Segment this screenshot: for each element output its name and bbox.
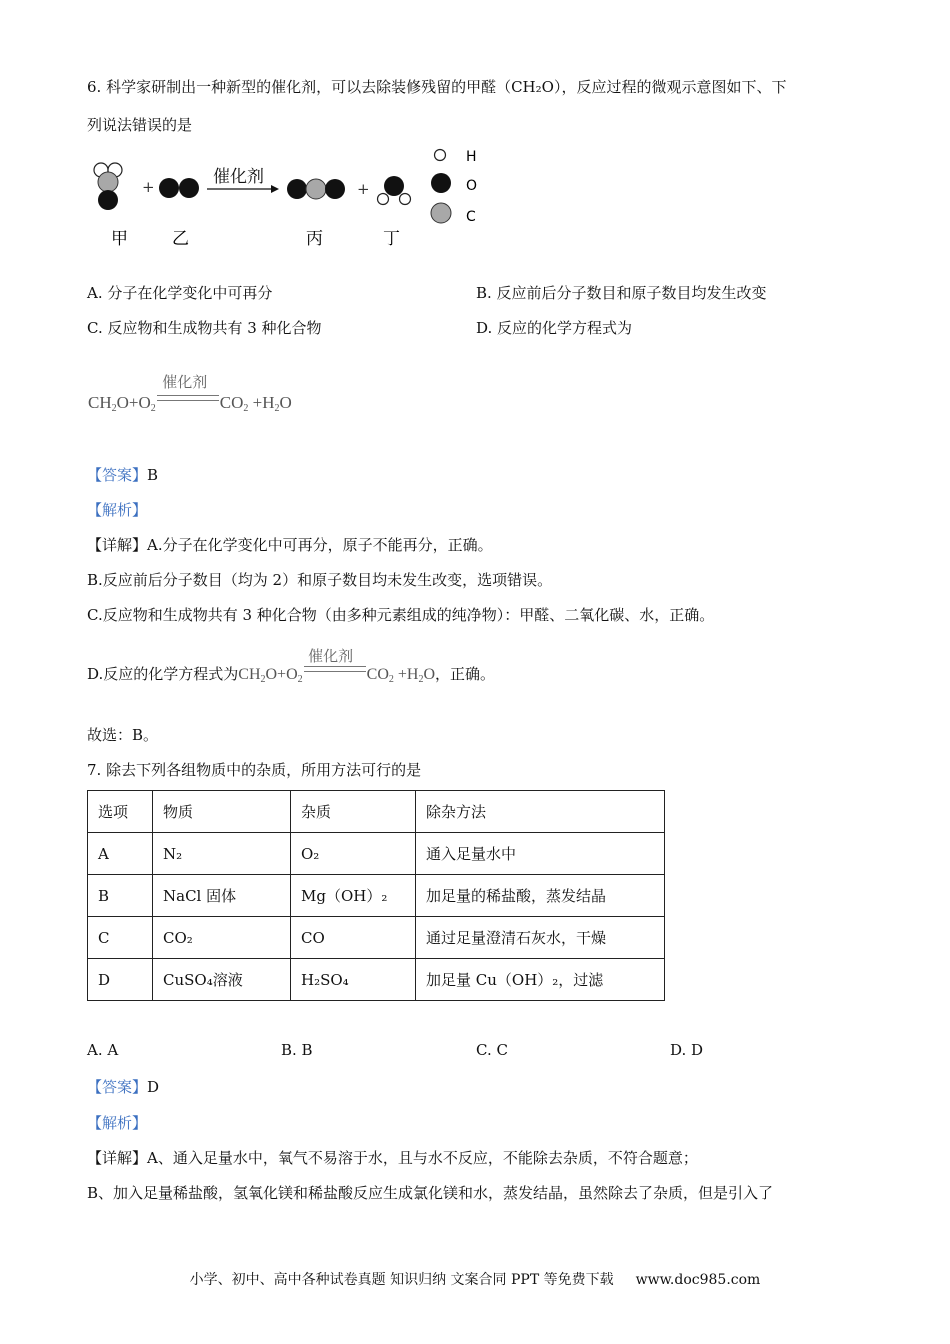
analysis-tag: 【解析】 [87, 501, 148, 519]
detail-d-prefix: D.反应的化学方程式为 [87, 665, 239, 683]
o-atom [325, 179, 345, 199]
q6-answer-line [87, 464, 158, 485]
table-header-cell: 杂质 [291, 791, 416, 833]
label-ding: 丁 [383, 229, 400, 249]
legend-o-circle [431, 173, 451, 193]
q6-detail-b: B.反应前后分子数目（均为 2）和原子数目均未发生改变，选项错误。 [87, 571, 553, 589]
q6-option-a: A. 分子在化学变化中可再分 [87, 284, 273, 302]
page-footer [0, 1269, 950, 1289]
table-cell: 通入足量水中 [416, 833, 665, 875]
q6-detail-a-line [87, 534, 493, 555]
q6-detail-d-line [87, 647, 496, 685]
q7-option-d: D. D [670, 1041, 704, 1059]
footer-site-link[interactable]: www.doc985.com [635, 1272, 761, 1288]
o-atom [179, 178, 199, 198]
q7-option-a: A. A [87, 1041, 119, 1059]
detail-d-suffix: ，正确。 [435, 665, 496, 683]
detail-a: A.分子在化学变化中可再分，原子不能再分，正确。 [147, 536, 493, 554]
molecule-formaldehyde [94, 163, 122, 210]
table-cell: D [88, 959, 153, 1001]
table-cell: C [88, 917, 153, 959]
table-cell: 通过足量澄清石灰水，干燥 [416, 917, 665, 959]
table-header-cell: 物质 [153, 791, 291, 833]
table-row [88, 833, 665, 875]
q7-stem: 7. 除去下列各组物质中的杂质，所用方法可行的是 [87, 761, 422, 779]
detail-tag: 【详解】 [87, 536, 148, 554]
q7-option-b: B. B [281, 1041, 313, 1059]
equation-double-line-2 [304, 666, 366, 672]
footer-text: 小学、初中、高中各种试卷真题 知识归纳 文案合同 PPT 等免费下载 [189, 1272, 614, 1288]
o-atom [98, 190, 118, 210]
c-atom [306, 179, 326, 199]
impurity-table [87, 790, 665, 1001]
table-cell: CO [291, 917, 416, 959]
plus-sign-2: + [357, 180, 370, 198]
q6-option-b: B. 反应前后分子数目和原子数目均发生改变 [476, 284, 767, 302]
table-header-row [88, 791, 665, 833]
legend-c-circle [431, 203, 451, 223]
q6-option-c: C. 反应物和生成物共有 3 种化合物 [87, 319, 322, 337]
answer-value: B [147, 466, 159, 484]
table-cell: Mg（OH）₂ [291, 875, 416, 917]
equation-detail-d: $CH_2O+O_2$ 催化剂 $CO_2 +H_2O$ [238, 647, 436, 685]
label-yi: 乙 [172, 229, 189, 249]
table-cell: CuSO₄溶液 [153, 959, 291, 1001]
q6-stem-line2: 列说法错误的是 [87, 116, 193, 134]
label-jia: 甲 [111, 229, 128, 249]
q7-detail-a-line [87, 1147, 698, 1168]
q6-stem-line1: 6. 科学家研制出一种新型的催化剂，可以去除装修残留的甲醛（CH₂O），反应过程的微观示意图如下、下 [87, 78, 787, 96]
equation-option-d: $CH_2O+O_2$ 催化剂 $CO_2 +H_2O$ [88, 373, 292, 414]
o-atom [159, 178, 179, 198]
q6-conclusion: 故选：B。 [87, 726, 159, 744]
table-cell: B [88, 875, 153, 917]
detail-a: A、通入足量水中，氧气不易溶于水，且与水不反应，不能除去杂质，不符合题意； [147, 1149, 698, 1167]
molecule-water [378, 176, 411, 205]
analysis-tag: 【解析】 [87, 1114, 148, 1132]
table-cell: H₂SO₄ [291, 959, 416, 1001]
table-header-cell: 选项 [88, 791, 153, 833]
answer-tag: 【答案】 [87, 466, 148, 484]
table-cell: 加足量 Cu（OH）₂，过滤 [416, 959, 665, 1001]
q7-answer-line [87, 1076, 159, 1097]
q7-option-c: C. C [476, 1041, 508, 1059]
atom-legend [431, 149, 477, 225]
o-atom [384, 176, 404, 196]
equation-catalyst-2: 催化剂 [308, 647, 354, 665]
table-cell: O₂ [291, 833, 416, 875]
reaction-diagram [85, 140, 505, 252]
q6-detail-c: C.反应物和生成物共有 3 种化合物（由多种元素组成的纯净物）：甲醛、二氧化碳、水，正确。 [87, 606, 715, 624]
molecule-oxygen [159, 178, 199, 198]
equation-catalyst: 催化剂 [162, 373, 208, 391]
legend-h-label: H [466, 149, 477, 165]
plus-sign: + [142, 178, 155, 196]
o-atom [287, 179, 307, 199]
answer-value: D [147, 1078, 160, 1096]
equation-double-line [157, 395, 219, 401]
table-row [88, 959, 665, 1001]
answer-tag: 【答案】 [87, 1078, 148, 1096]
h-atom [378, 194, 389, 205]
h-atom [400, 194, 411, 205]
table-row [88, 875, 665, 917]
detail-tag: 【详解】 [87, 1149, 148, 1167]
label-bing: 丙 [306, 229, 323, 249]
arrow-label: 催化剂 [213, 167, 264, 187]
c-atom [98, 172, 118, 192]
legend-h-circle [435, 150, 446, 161]
molecule-carbon-dioxide [287, 179, 345, 199]
legend-o-label: O [466, 178, 478, 194]
table-cell: 加足量的稀盐酸，蒸发结晶 [416, 875, 665, 917]
legend-c-label: C [466, 209, 476, 225]
table-cell: CO₂ [153, 917, 291, 959]
arrow-head [271, 185, 279, 193]
q6-option-d: D. 反应的化学方程式为 [476, 319, 633, 337]
q7-detail-b: B、加入足量稀盐酸，氢氧化镁和稀盐酸反应生成氯化镁和水，蒸发结晶，虽然除去了杂质，但是引入了 [87, 1184, 774, 1202]
table-header-cell: 除杂方法 [416, 791, 665, 833]
table-row [88, 917, 665, 959]
table-cell: NaCl 固体 [153, 875, 291, 917]
table-cell: N₂ [153, 833, 291, 875]
table-cell: A [88, 833, 153, 875]
